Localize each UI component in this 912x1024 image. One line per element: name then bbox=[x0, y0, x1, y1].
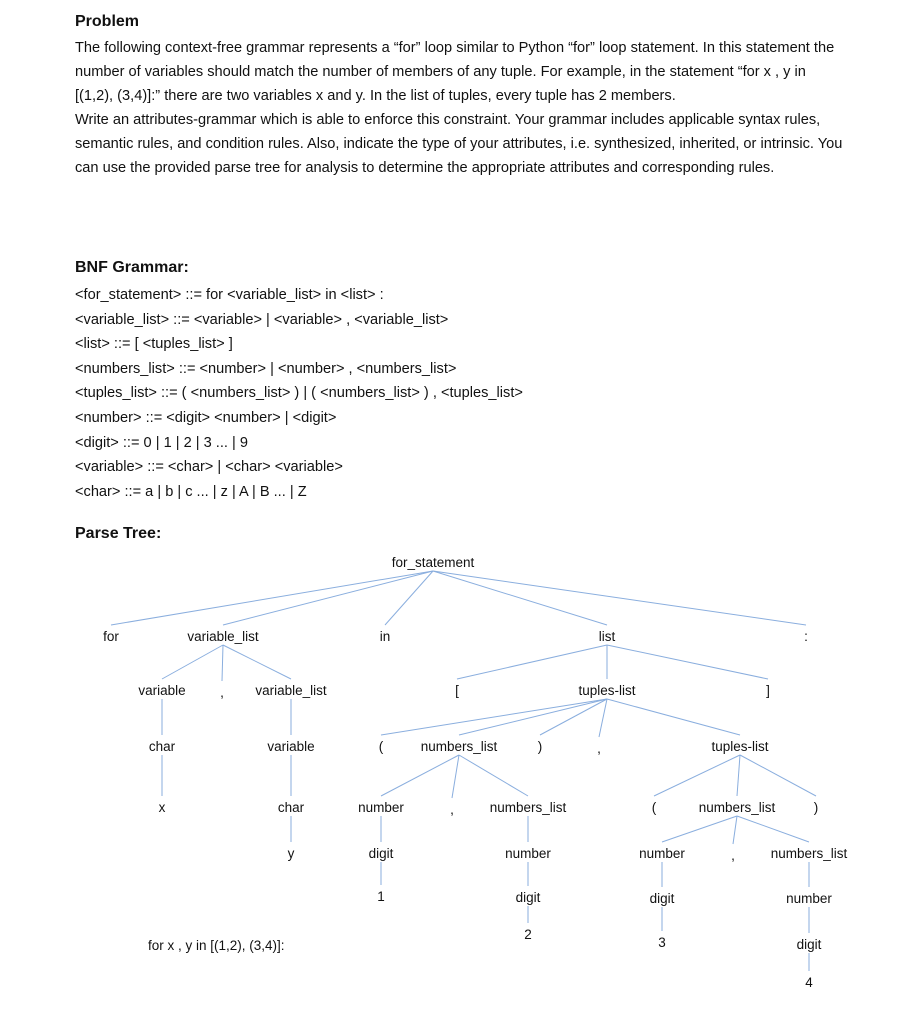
tree-edge-root-for bbox=[111, 571, 433, 625]
bnf-rule: <for_statement> ::= for <variable_list> in <list> : bbox=[75, 287, 384, 303]
tree-edge-root-colon bbox=[433, 571, 806, 625]
tree-node-lp1: ( bbox=[378, 739, 384, 754]
tree-edge-root-vl1 bbox=[223, 571, 433, 625]
tree-edge-nl3-comma4 bbox=[733, 816, 737, 844]
problem-paragraph-1: The following context-free grammar represents a “for” loop similar to Python “for” loop statement. In this statement the number of variables should match the number of members of any tuple. For example, in the statement “for x , y in [(1,2), (3,4)]:” there are two variables x and y. In the list of tuples, every tuple has 2 members. bbox=[75, 40, 835, 104]
tree-node-nl1: numbers_list bbox=[420, 739, 498, 754]
tree-node-num2: number bbox=[505, 846, 551, 861]
tree-node-char2: char bbox=[277, 800, 305, 815]
bnf-rule: <numbers_list> ::= <number> | <number> , <numbers_list> bbox=[75, 360, 457, 377]
tree-edge-nl3-nl4 bbox=[737, 816, 809, 842]
parse-tree-heading: Parse Tree: bbox=[75, 525, 162, 542]
tree-node-lp2: ( bbox=[651, 800, 657, 815]
tree-node-num1: number bbox=[358, 800, 404, 815]
tree-edge-tl1-nl1 bbox=[459, 699, 607, 735]
bnf-rule: <number> ::= <digit> <number> | <digit> bbox=[75, 409, 337, 426]
parse-tree-nodes bbox=[103, 555, 847, 990]
tree-node-in: in bbox=[379, 629, 391, 644]
bnf-rule: <tuples_list> ::= ( <numbers_list> ) | ( <numbers_list> ) , <tuples_list> bbox=[75, 385, 523, 402]
tree-node-num3: number bbox=[639, 846, 685, 861]
tree-node-vl1: variable_list bbox=[187, 629, 259, 644]
bnf-rule: <variable> ::= <char> | <char> <variable> bbox=[75, 459, 343, 476]
tree-node-nl4: numbers_list bbox=[770, 846, 848, 861]
tree-node-one: 1 bbox=[377, 889, 385, 904]
tree-edge-tl1-tl2 bbox=[607, 699, 740, 735]
bnf-rule: <list> ::= [ <tuples_list> ] bbox=[75, 336, 233, 353]
tree-node-rp1: ) bbox=[537, 739, 543, 754]
tree-edge-tl2-nl3 bbox=[737, 755, 740, 796]
tree-edge-nl3-num3 bbox=[662, 816, 737, 842]
example-statement-caption: for x , y in [(1,2), (3,4)]: bbox=[148, 938, 285, 953]
tree-edge-nl1-nl2 bbox=[459, 755, 528, 796]
tree-node-tl2: tuples-list bbox=[711, 739, 769, 754]
tree-node-dig2: digit bbox=[515, 890, 541, 905]
tree-node-x: x bbox=[158, 800, 166, 815]
tree-node-comma2: , bbox=[597, 741, 601, 756]
tree-node-rp2: ) bbox=[813, 800, 819, 815]
tree-node-root: for_statement bbox=[391, 555, 475, 570]
tree-node-num4: number bbox=[786, 891, 832, 906]
tree-edge-tl2-lp2 bbox=[654, 755, 740, 796]
tree-node-comma1: , bbox=[220, 685, 224, 700]
tree-edge-vl1-vl2 bbox=[223, 645, 291, 679]
tree-node-two: 2 bbox=[524, 927, 532, 942]
tree-node-dig3: digit bbox=[649, 891, 675, 906]
tree-node-comma3: , bbox=[450, 802, 454, 817]
bnf-heading: BNF Grammar: bbox=[75, 259, 189, 276]
tree-edge-root-list bbox=[433, 571, 607, 625]
tree-node-var1: variable bbox=[138, 683, 186, 698]
tree-node-var2: variable bbox=[267, 739, 315, 754]
tree-node-rbr: ] bbox=[766, 683, 770, 698]
tree-node-lbr: [ bbox=[455, 683, 459, 698]
tree-edge-tl1-comma2 bbox=[599, 699, 607, 737]
tree-edge-list-rbr bbox=[607, 645, 768, 679]
tree-edge-vl1-var1 bbox=[162, 645, 223, 679]
tree-edge-tl2-rp2 bbox=[740, 755, 816, 796]
tree-node-dig4: digit bbox=[796, 937, 822, 952]
tree-node-nl2: numbers_list bbox=[489, 800, 567, 815]
tree-node-tl1: tuples-list bbox=[578, 683, 636, 698]
bnf-rule: <variable_list> ::= <variable> | <variable> , <variable_list> bbox=[75, 311, 449, 328]
tree-node-dig1: digit bbox=[368, 846, 394, 861]
tree-node-four: 4 bbox=[805, 975, 813, 990]
tree-node-list: list bbox=[598, 629, 616, 644]
tree-edge-nl1-comma3 bbox=[452, 755, 459, 798]
tree-node-for: for bbox=[103, 629, 119, 644]
tree-node-comma4: , bbox=[731, 848, 735, 863]
tree-edge-root-in bbox=[385, 571, 433, 625]
tree-edge-vl1-comma1 bbox=[222, 645, 223, 681]
tree-node-y: y bbox=[287, 846, 295, 861]
tree-edge-list-lbr bbox=[457, 645, 607, 679]
bnf-rule: <digit> ::= 0 | 1 | 2 | 3 ... | 9 bbox=[75, 434, 248, 451]
problem-paragraph-2: Write an attributes-grammar which is able to enforce this constraint. Your grammar includes applicable syntax rules, semantic rules, and condition rules. Also, indicate the type of your attributes, i.e. synthesized, inherited, or intrinsic. You can use the provided parse tree for analysis to determine the appropriate attributes and corresponding rules. bbox=[75, 112, 843, 176]
tree-node-vl2: variable_list bbox=[255, 683, 327, 698]
tree-node-three: 3 bbox=[658, 935, 666, 950]
tree-node-char1: char bbox=[148, 739, 176, 754]
bnf-rule: <char> ::= a | b | c ... | z | A | B ... | Z bbox=[75, 483, 307, 500]
tree-node-colon: : bbox=[804, 629, 808, 644]
tree-edge-nl1-num1 bbox=[381, 755, 459, 796]
tree-node-nl3: numbers_list bbox=[698, 800, 776, 815]
problem-heading: Problem bbox=[75, 13, 140, 30]
